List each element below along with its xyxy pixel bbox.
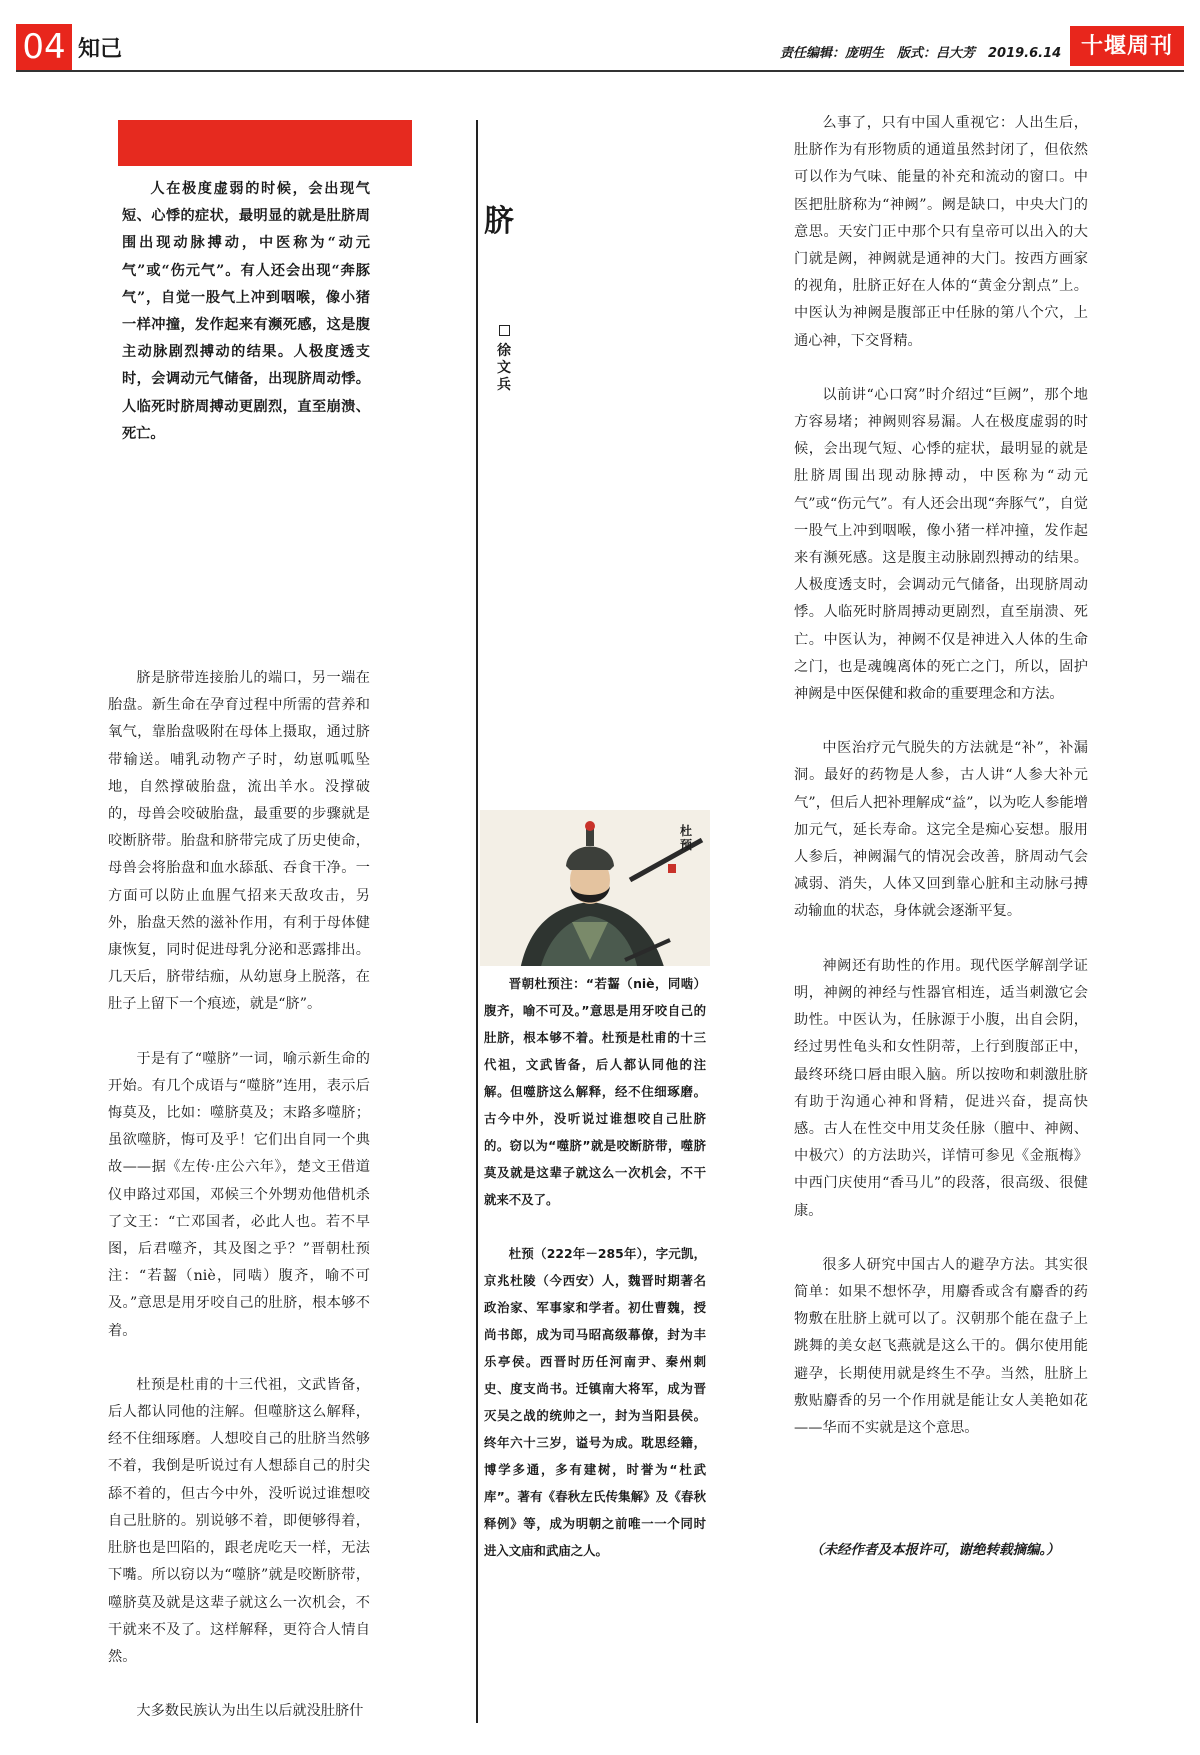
lead-paragraph (122, 176, 370, 448)
caption-paragraph: 杜预（222年－285年），字元凯，京兆杜陵（今西安）人，魏晋时期著名政治家、军事家和学者。初仕曹魏，授尚书郎，成为司马昭高级幕僚，封为丰乐亭侯。西晋时历任河南尹、秦州刺史、度支尚书。迁镇南大将军，成为晋灭吴之战的统帅之一，封为当阳县侯。终年六十三岁，谥号为成。耽思经籍，博学多通，多有建树，时誉为“杜武库”。著有《春秋左氏传集解》及《春秋释例》等，成为明朝之前唯一一个同时进入文庙和武庙之人。 (484, 1246, 706, 1558)
page-number: 04 (16, 24, 72, 70)
section-title: 知己 (78, 37, 123, 62)
warrior-portrait-image (480, 810, 710, 966)
paragraph: 于是有了“噬脐”一词，喻示新生命的开始。有几个成语与“噬脐”连用，表示后悔莫及，比如：噬脐莫及；末路多噬脐；虽欲噬脐，悔可及乎！它们出自同一个典故——据《左传·庄公六年》，楚文王借道仪申路过邓国，邓候三个外甥劝他借机杀了文王：“亡邓国者，必此人也。若不早图，后君噬齐，其及图之乎？”晋朝杜预注：“若齧（niè，同啮）腹齐，喻不可及。”意思是用牙咬自己的肚脐，根本够不着。 (108, 1050, 370, 1339)
lead-text: 人在极度虚弱的时候，会出现气短、心悸的症状，最明显的就是肚脐周围出现动脉搏动，中医称为“动元气”或“伤元气”。有人还会出现“奔豚气”，自觉一股气上冲到咽喉，像小猪一样冲撞，发作起来有濒死感，这是腹主动脉剧烈搏动的结果。人极度透支时，会调动元气储备，出现脐周动悸。人临死时脐周搏动更剧烈，直至崩溃、死亡。 (122, 181, 370, 442)
paragraph: 么事了，只有中国人重视它：人出生后，肚脐作为有形物质的通道虽然封闭了，但依然可以作为气味、能量的补充和流动的窗口。中医把肚脐称为“神阙”。阙是缺口，中央大门的意思。天安门正中那个只有皇帝可以出入的大门就是阙，神阙就是通神的大门。按西方画家的视角，肚脐正好在人体的“黄金分割点”上。中医认为神阙是腹部正中任脉的第八个穴，上通心神，下交肾精。 (794, 115, 1088, 349)
article-title: 脐 (484, 204, 514, 239)
editor-credits: 责任编辑：庞明生 版式：吕大芳 2019.6.14 (780, 46, 1062, 61)
author-box-icon (499, 325, 510, 336)
portrait-illustration (480, 810, 710, 966)
illustration-caption (484, 970, 706, 1564)
newspaper-logo: 十堰周刊 (1070, 26, 1184, 66)
paragraph: 脐是脐带连接胎儿的端口，另一端在胎盘。新生命在孕育过程中所需的营养和氧气，靠胎盘吸附在母体上摄取，通过脐带输送。哺乳动物产子时，幼崽呱呱坠地，自然撑破胎盘，流出羊水。没撑破的，母兽会咬破胎盘，最重要的步骤就是咬断脐带。胎盘和脐带完成了历史使命，母兽会将胎盘和血水舔舐、吞食干净。一方面可以防止血腥气招来天敌攻击，另外，胎盘天然的滋补作用，有利于母体健康恢复，同时促进母乳分泌和恶露排出。几天后，脐带结痂，从幼崽身上脱落，在肚子上留下一个痕迹，就是“脐”。 (108, 670, 370, 1013)
illustration-label: 杜预 (680, 824, 693, 852)
header-rule (16, 70, 1184, 72)
column-divider (476, 120, 478, 1723)
paragraph: 杜预是杜甫的十三代祖，文武皆备，后人都认同他的注解。但噬脐这么解释，经不住细琢磨。人想咬自己的肚脐当然够不着，我倒是听说过有人想舔自己的肘尖舔不着的，但古今中外，没听说过谁想咬自己肚脐的。别说够不着，即便够得着，肚脐也是凹陷的，跟老虎吃天一样，无法下嘴。所以窃以为“噬脐”就是咬断脐带，噬脐莫及就是这辈子就这么一次机会，不干就来不及了。这样解释，更符合人情自然。 (108, 1376, 370, 1665)
paragraph: 很多人研究中国古人的避孕方法。其实很简单：如果不想怀孕，用麝香或含有麝香的药物敷在肚脐上就可以了。汉朝那个能在盘子上跳舞的美女赵飞燕就是这么干的。偶尔使用能避孕，长期使用就是终生不孕。当然，肚脐上敷贴麝香的另一个作用就是能让女人美艳如花——华而不实就是这个意思。 (794, 1256, 1088, 1436)
paragraph: 大多数民族认为出生以后就没肚脐什 (136, 1703, 364, 1720)
right-column (794, 110, 1088, 1442)
red-banner (118, 120, 412, 166)
caption-paragraph: 晋朝杜预注：“若齧（niè，同啮）腹齐，喻不可及。”意思是用牙咬自己的肚脐，根本够不着。杜预是杜甫的十三代祖，文武皆备，后人都认同他的注解。但噬脐这么解释，经不住细琢磨。古今中外，没听说过谁想咬自己肚脐的。窃以为“噬脐”就是咬断脐带，噬脐莫及就是这辈子就这么一次机会，不干就来不及了。 (484, 976, 706, 1207)
paragraph: 中医治疗元气脱失的方法就是“补”，补漏洞。最好的药物是人参，古人讲“人参大补元气”，但后人把补理解成“益”，以为吃人参能增加元气，延长寿命。这完全是痴心妄想。服用人参后，神阙漏气的情况会改善，脐周动气会减弱、消失，人体又回到靠心脏和主动脉弓搏动输血的状态，身体就会逐渐平复。 (794, 740, 1088, 920)
left-column (108, 665, 370, 1725)
paragraph: 以前讲“心口窝”时介绍过“巨阙”，那个地方容易堵；神阙则容易漏。人在极度虚弱的时候，会出现气短、心悸的症状，最明显的就是肚脐周围出现动脉搏动，中医称为“动元气”或“伤元气”。有人还会出现“奔豚气”，自觉一股气上冲到咽喉，像小猪一样冲撞，发作起来有濒死感。这是腹主动脉剧烈搏动的结果。人极度透支时，会调动元气储备，出现脐周动悸。人临死时脐周搏动更剧烈，直至崩溃、死亡。中医认为，神阙不仅是神进入人体的生命之门，也是魂魄离体的死亡之门，所以，固护神阙是中医保健和救命的重要理念和方法。 (794, 386, 1088, 703)
copyright-note: （未经作者及本报许可，谢绝转载摘编。） (810, 1542, 1060, 1558)
paragraph: 神阙还有助性的作用。现代医学解剖学证明，神阙的神经与性器官相连，适当刺激它会助性。中医认为，任脉源于小腹，出自会阴，经过男性龟头和女性阴蒂，上行到腹部正中，最终环绕口唇由眼入脑。所以按吻和刺激肚脐有助于沟通心神和肾精，促进兴奋，提高快感。古人在性交中用艾灸任脉（膻中、神阙、中极穴）的方法助兴，详情可参见《金瓶梅》中西门庆使用“香马儿”的段落，很高级、很健康。 (794, 957, 1088, 1219)
author-byline (494, 324, 514, 394)
author-name: 徐文兵 (497, 343, 511, 393)
